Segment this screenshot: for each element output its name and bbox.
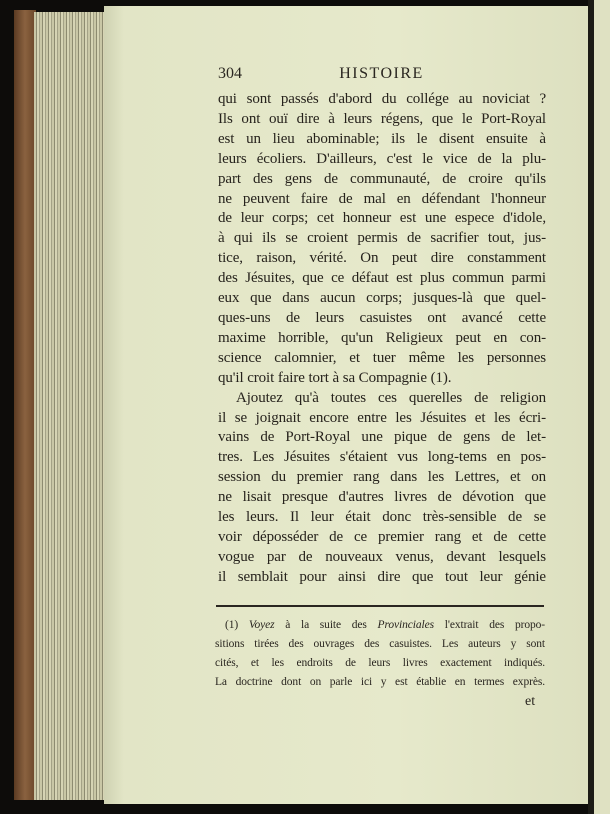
text-line: science calomnier, et tuer même les personnes [218, 349, 546, 366]
footnote-text: à la suite des [285, 619, 367, 631]
text-line: tres. Les Jésuites s'étaient vus long-tems en pos- [218, 449, 546, 466]
text-line: voir déposséder de ce premier rang et de cette [218, 528, 546, 545]
book-spine [14, 10, 36, 800]
text-line: leurs écoliers. D'ailleurs, c'est le vice de la plu- [218, 150, 546, 167]
catchword: et [525, 694, 536, 709]
footnote-text: l'extrait des propo- [444, 619, 546, 631]
text-line: maxime horrible, qu'un Religieux peut en con- [218, 329, 546, 346]
text-line: Ajoutez qu'à toutes ces querelles de religion [236, 389, 546, 406]
footnote-marker: (1) [225, 619, 239, 631]
footnote-italic: Provinciales [377, 619, 435, 631]
text-line: de leur corps; cet honneur est une espece d'idole, [218, 210, 546, 227]
text-line: eux que dans aucun corps; jusques-là que quel- [218, 290, 546, 307]
footnote-line: La doctrine dont on parle ici y est établie en termes exprès. [215, 676, 545, 688]
text-line: qui sont passés d'abord du collége au noviciat ? [218, 91, 546, 107]
body-text [218, 90, 546, 588]
text-line: tice, raison, vérité. On peut dire constamment [218, 250, 546, 267]
footnote-line: sitions tirées des ouvrages des casuistes. Les auteurs y sont [215, 638, 545, 650]
text-line: ne lisait presque d'autres livres de dévotion que [218, 489, 546, 506]
page-number: 304 [218, 65, 242, 82]
text-line: Ils ont ouï dire à leurs régens, que le Port-Royal [218, 110, 546, 127]
text-line: il se joignait encore entre les Jésuites et les écri- [218, 409, 546, 426]
footnote-rule [216, 605, 544, 607]
text-line: ques-uns de leurs casuistes ont avancé cette [218, 309, 546, 326]
footnote-italic: Voyez [248, 619, 275, 631]
running-title: HISTOIRE [339, 65, 424, 82]
page-edges [34, 12, 106, 800]
text-line: qu'il croit faire tort à sa Compagnie (1). [218, 369, 452, 386]
text-line: à qui ils se croient permis de sacrifier tout, jus- [218, 230, 546, 247]
text-line: il semblait pour ainsi dire que tout leur génie [218, 568, 546, 585]
text-line: session du premier rang dans les Lettres, et on [218, 469, 546, 486]
text-line: est un lieu abominable; ils le disent ensuite à [218, 130, 546, 147]
footnote-line [215, 616, 545, 635]
footnote [215, 616, 545, 692]
text-line: des Jésuites, que ce défaut est plus commun parmi [218, 270, 546, 287]
text-line: vogue par de nouveaux venus, devant lesquels [218, 548, 546, 565]
text-line: ne peuvent faire de mal en défendant l'honneur [218, 190, 546, 207]
text-line: part des gens de communauté, de croire qu'ils [218, 170, 546, 187]
facing-page [594, 0, 610, 814]
running-header [218, 64, 545, 86]
text-line: vains de Port-Royal une pique de gens de let- [218, 429, 546, 446]
text-line: les leurs. Il leur était donc très-sensible de se [218, 509, 546, 526]
footnote-line: cités, et les endroits de leurs livres exactement indiqués. [215, 657, 545, 669]
